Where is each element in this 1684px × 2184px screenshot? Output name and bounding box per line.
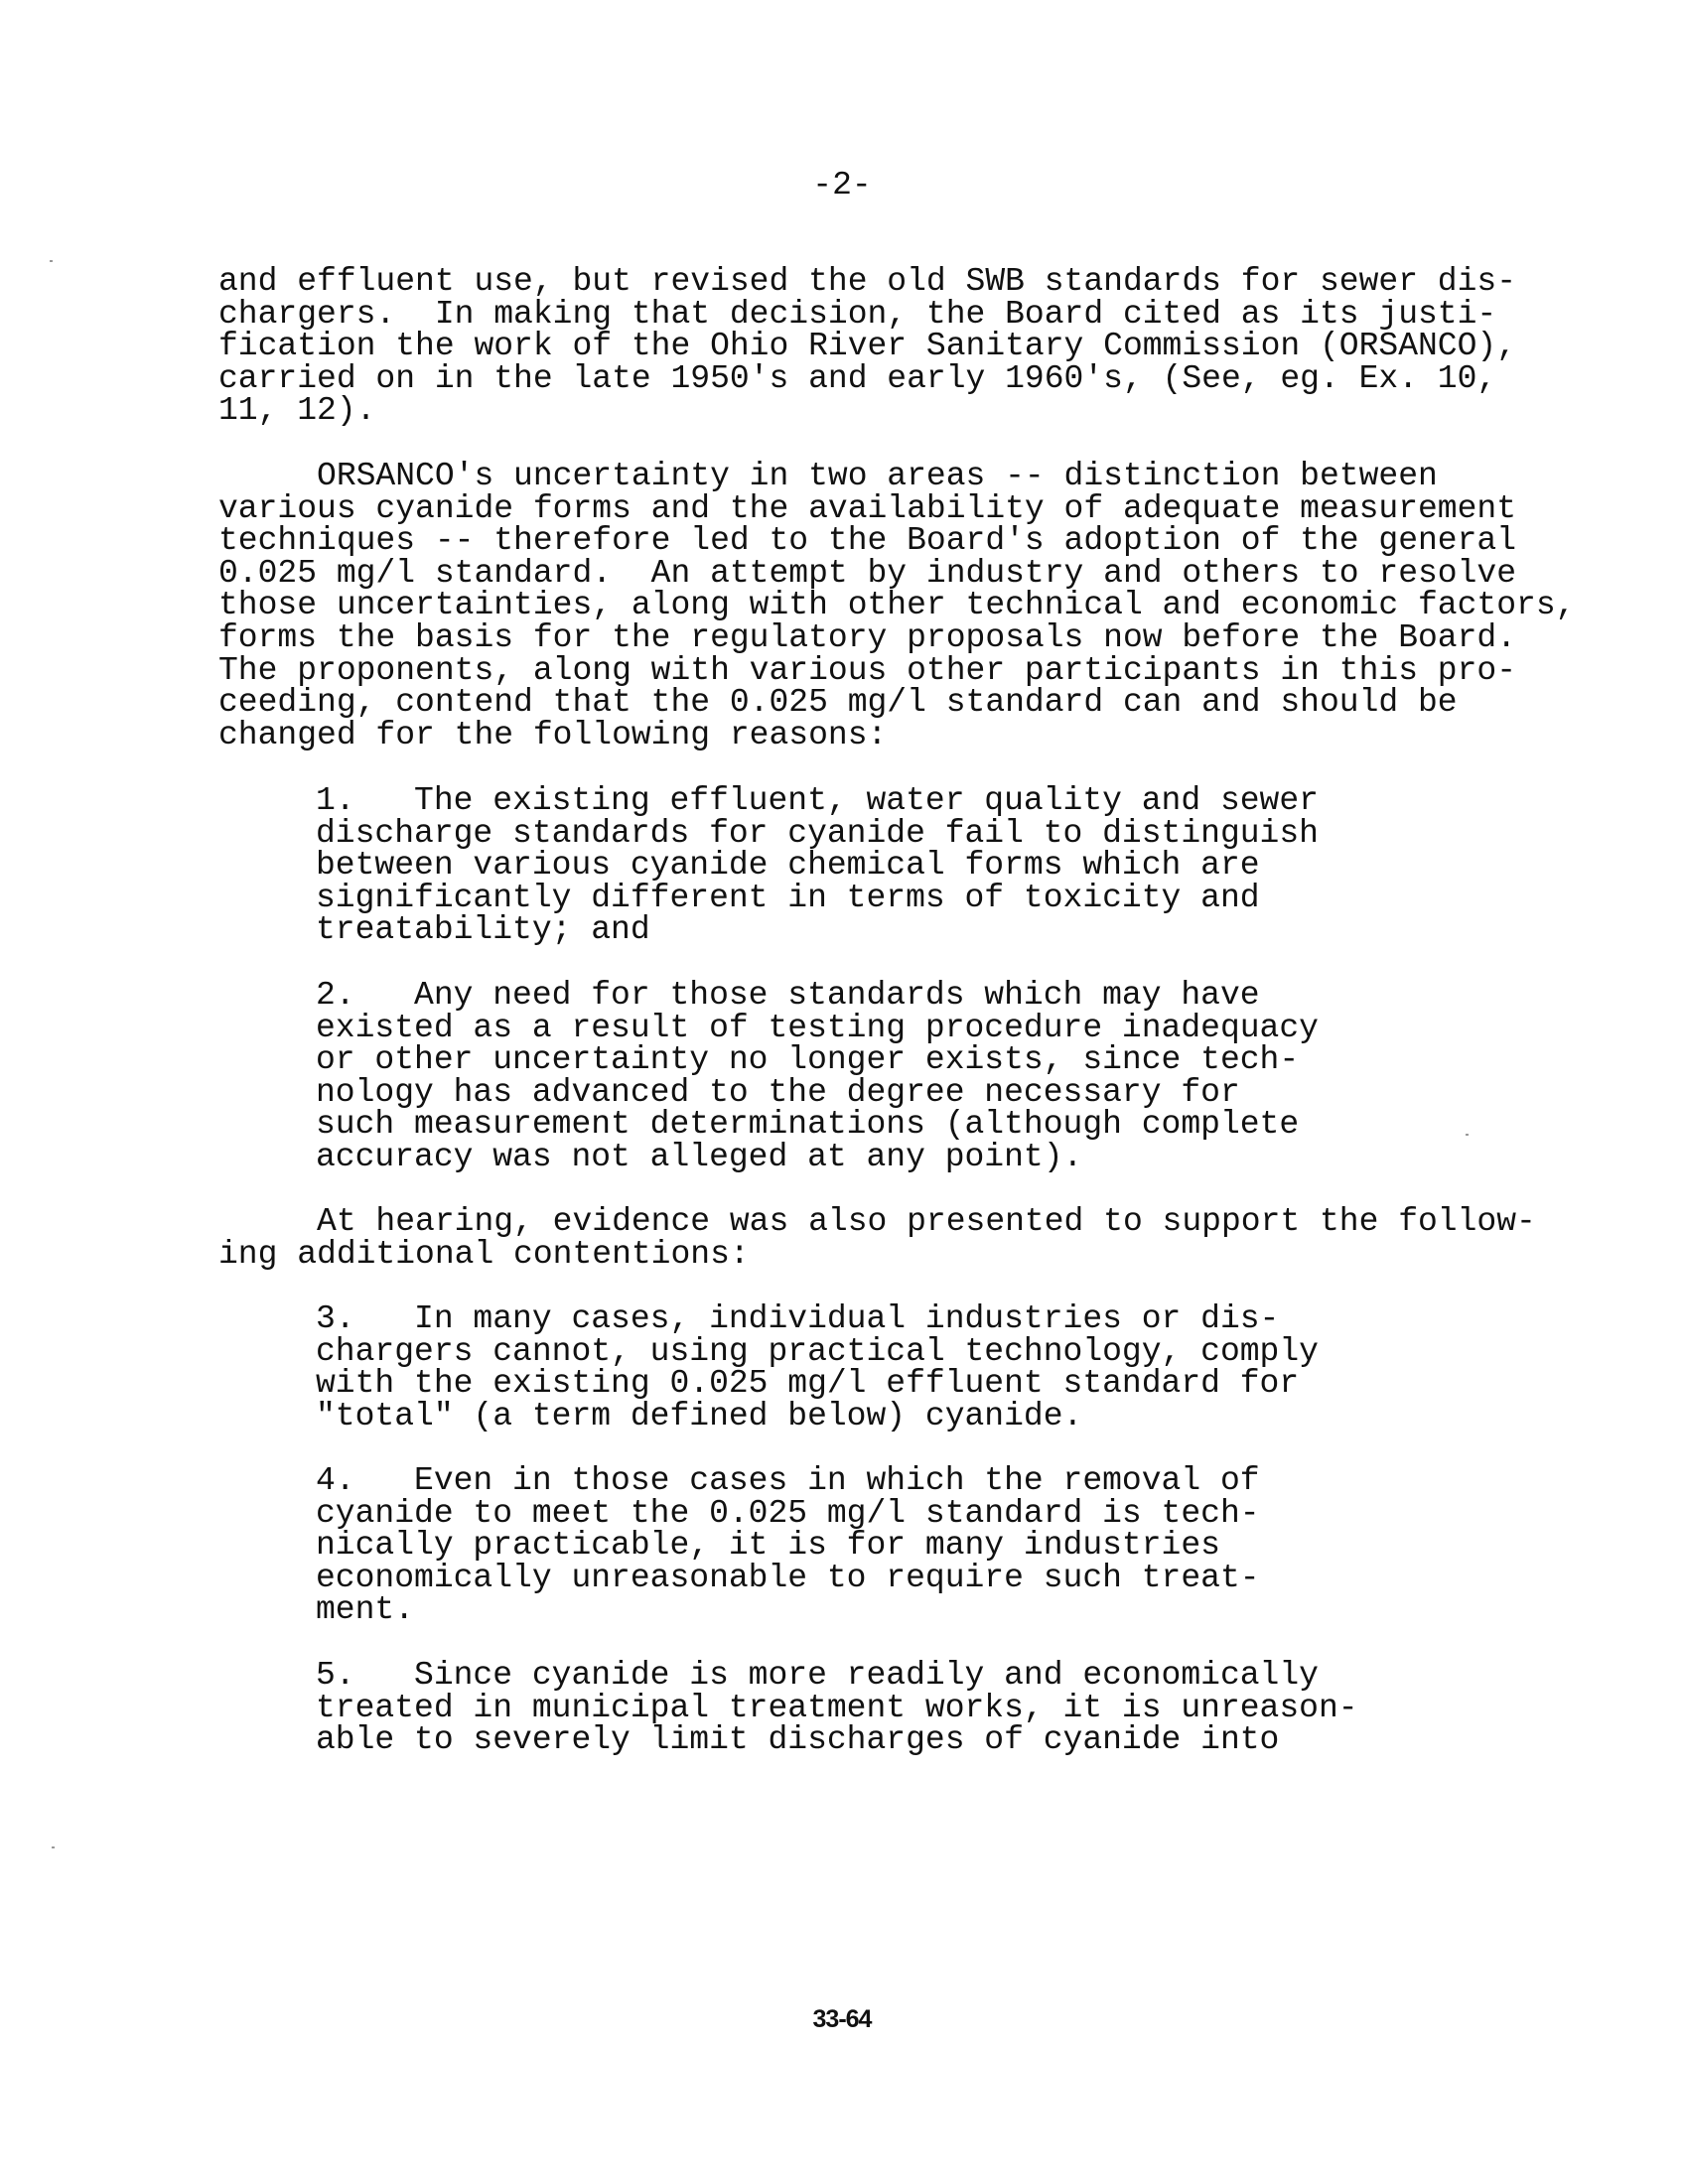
scan-speck <box>50 260 53 262</box>
list-item-5: 5. Since cyanide is more readily and economically treated in municipal treatment works, it is unreason- able to severely limit discharges of cyanide into <box>316 1657 1358 1759</box>
paragraph-orsanco-uncertainty: ORSANCO's uncertainty in two areas -- distinction between various cyanide forms and the availability of adequate measurement techniques -- therefore led to the Board's adoption of the general 0.025 mg/l standard. An attempt by industry and others to resolve those uncertainties, along with other technical and economic factors, forms the basis for the regulatory proposals now before the Board. The proponents, along with various other participants in this pro- ceeding, contend that the 0.025 mg/l standard can and should be changed for the following reasons: <box>218 458 1576 753</box>
list-item-1: 1. The existing effluent, water quality and sewer discharge standards for cyanide fail to distinguish between various cyanide chemical forms which are significantly different in terms of toxicity and treatability; and <box>316 782 1319 949</box>
scan-speck <box>52 1846 55 1848</box>
scan-speck <box>1466 1134 1469 1136</box>
list-item-3: 3. In many cases, individual industries or dis- chargers cannot, using practical technology, comply with the existing 0.025 mg/l effluent standard for "total" (a term defined below) cyanide. <box>316 1300 1319 1434</box>
list-item-4: 4. Even in those cases in which the removal of cyanide to meet the 0.025 mg/l standard is tech- nically practicable, it is for many industries economically unreasonable to require such treat- ment. <box>316 1462 1260 1629</box>
paragraph-intro-continuation: and effluent use, but revised the old SWB standards for sewer dis- chargers. In making that decision, the Board cited as its justi- fication the work of the Ohio River Sanitary Commission (ORSANCO), carried on in the late 1950's and early 1960's, (See, eg. Ex. 10, 11, 12). <box>218 263 1517 430</box>
paragraph-hearing-evidence: At hearing, evidence was also presented to support the follow- ing additional contentions: <box>218 1203 1536 1273</box>
footer-page-number: 33-64 <box>812 2005 872 2033</box>
page-number: -2- <box>812 167 872 204</box>
list-item-2: 2. Any need for those standards which may have existed as a result of testing procedure inadequacy or other uncertainty no longer exists, since tech- nology has advanced to the degree necessary for such measurement determinations (although complete accuracy was not alleged at any point). <box>316 977 1319 1175</box>
